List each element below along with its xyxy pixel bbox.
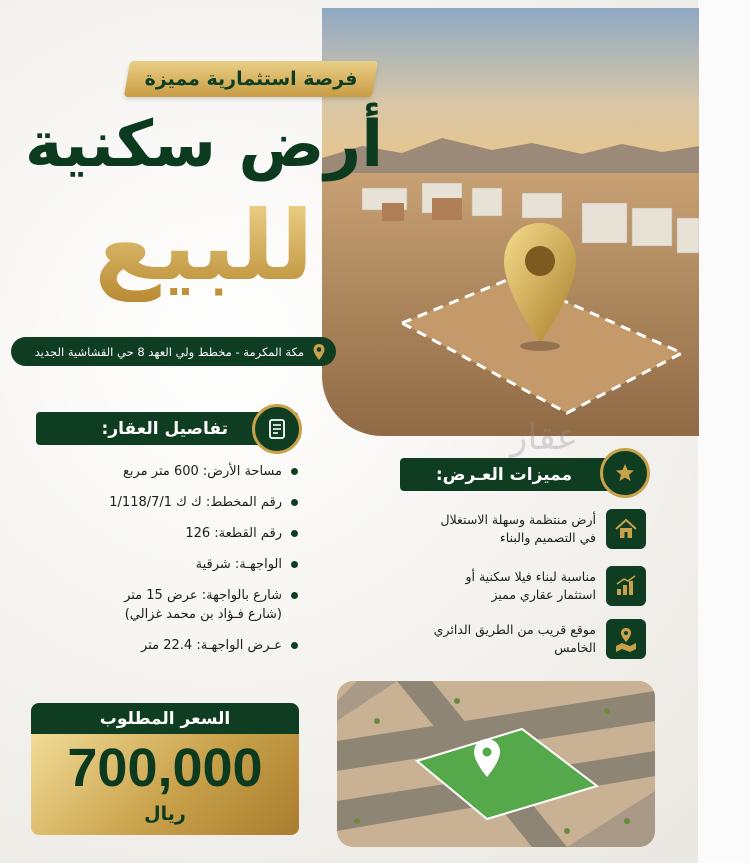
detail-facade: الواجهـة: شرقية — [40, 555, 302, 574]
feature-text: أرض منتظمة وسهلة الاستغلال — [440, 512, 596, 527]
watermark-logo: عقار — [510, 417, 579, 458]
price-card — [31, 703, 299, 835]
page-edge — [698, 0, 750, 863]
title-line-2: للبيع — [14, 190, 394, 302]
offer-heading: مميزات العـرض: — [435, 464, 572, 485]
detail-area: مساحة الأرض: 600 متر مربع — [40, 462, 302, 481]
feature-text: موقع قريب من الطريق الدائري الخامس — [433, 622, 596, 655]
feature-item — [400, 505, 646, 553]
feature-text: في التصميم والبناء — [499, 530, 596, 545]
price-label: السعر المطلوب — [31, 703, 299, 734]
location-bar — [11, 337, 336, 366]
price-currency: ريال — [144, 803, 186, 825]
map-location-icon — [606, 619, 646, 659]
location-text: مكة المكرمة - مخطط ولي العهد 8 حي القشاشية الجديد — [34, 344, 304, 359]
star-icon — [600, 448, 650, 498]
document-icon — [252, 404, 302, 454]
details-heading: تفاصيل العقار: — [101, 418, 228, 439]
feature-text: استثمار عقاري مميز — [491, 587, 596, 602]
price-value: 700,000 — [67, 738, 263, 798]
title-line-1: أرض سكنية — [24, 108, 384, 182]
location-pin-icon — [310, 343, 328, 361]
ribbon-text: فرصة استثمارية مميزة — [144, 68, 358, 90]
detail-facade-width: عـرض الواجهـة: 22.4 متر — [40, 636, 302, 655]
home-icon — [606, 509, 646, 549]
detail-plot-number: رقم القطعة: 126 — [40, 524, 302, 543]
detail-plan-number: رقم المخطط: ك ك 1/118/7/1 — [40, 493, 302, 512]
feature-item — [400, 615, 646, 663]
feature-item — [400, 562, 646, 610]
aerial-plot-photo — [337, 681, 655, 847]
detail-street-name: (شارع فـؤاد بن محمد غزالي) — [124, 607, 282, 622]
details-list — [40, 462, 302, 667]
growth-chart-icon — [606, 566, 646, 606]
detail-street: شارع بالواجهة: عرض 15 متر (شارع فـؤاد بن محمد غزالي) — [40, 586, 302, 624]
feature-text: مناسبة لبناء فيلا سكنية أو — [465, 569, 596, 584]
